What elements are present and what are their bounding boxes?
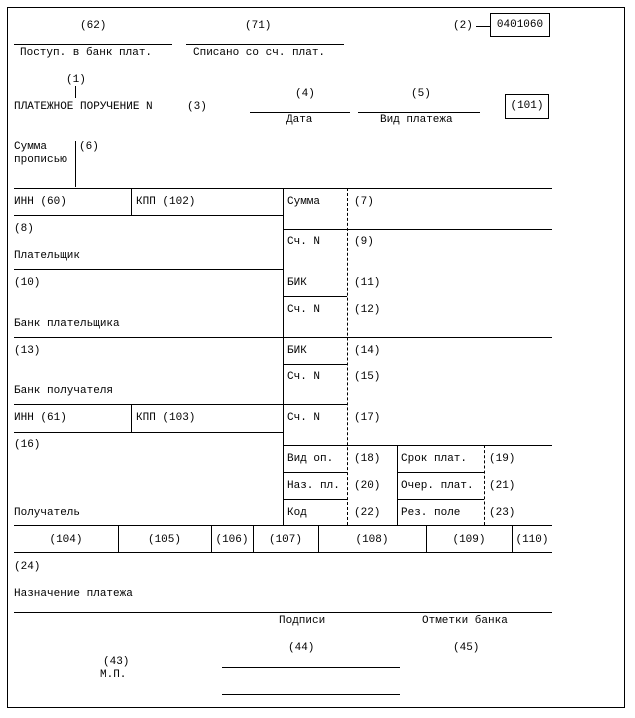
recipient-bank-label: Банк получателя (14, 385, 114, 397)
tax-field-107: (107) (268, 534, 302, 546)
payment-term-label: Срок плат. (401, 453, 468, 465)
payment-priority-label: Очер. плат. (401, 480, 474, 492)
code-3: (3) (187, 101, 207, 113)
reserve-field-label: Рез. поле (401, 507, 461, 519)
op-type-label: Вид оп. (287, 453, 334, 465)
op-row-line-2 (283, 499, 347, 500)
recipient-inn: ИНН (61) (14, 412, 67, 424)
recipient-bank-bottom-line (14, 404, 347, 405)
form-code-connector (476, 26, 490, 27)
date-label: Дата (286, 114, 313, 126)
received-label: Поступ. в банк плат. (20, 47, 153, 59)
tax-field-109: (109) (452, 534, 486, 546)
right-row-recipient-bik-label: БИК (287, 345, 307, 357)
right-row-amount-code: (7) (354, 196, 374, 208)
tax-row-top-line (14, 525, 552, 526)
payment-priority-code: (21) (489, 480, 516, 492)
code-label: Код (287, 507, 307, 519)
payer-inn-line (14, 215, 283, 216)
code-43: (43) (103, 656, 130, 668)
code-code: (22) (354, 507, 381, 519)
payer-bank-bottom-line (14, 337, 552, 338)
recipient-bank-code: (13) (14, 345, 41, 357)
payer-bank-label: Банк плательщика (14, 318, 120, 330)
right-row-payer-account-label: Сч. N (287, 236, 321, 248)
right-row-recipient-corr-code: (15) (354, 371, 381, 383)
grid-vertical-left (283, 188, 284, 525)
signature-line-1 (222, 667, 400, 668)
right-row-payer-bik-label: БИК (287, 277, 307, 289)
op-row-line-1 (283, 472, 347, 473)
bank-marks-label: Отметки банка (422, 615, 508, 627)
signatures-label: Подписи (279, 615, 326, 627)
right-row-recipient-account-code: (17) (354, 412, 381, 424)
right-row-recipient-account-label: Сч. N (287, 412, 321, 424)
payment-type-line (358, 112, 480, 113)
debited-label: Списано со сч. плат. (193, 47, 326, 59)
tax-field-104: (104) (49, 534, 83, 546)
grid-vertical-right (347, 188, 348, 525)
purpose-label: Назначение платежа (14, 588, 133, 600)
right-row-payer-bik-code: (11) (354, 277, 381, 289)
code-2: (2) (453, 20, 473, 32)
tax-field-106: (106) (215, 534, 249, 546)
code-71: (71) (245, 20, 272, 32)
payer-status-box: (101) (505, 94, 549, 119)
payer-bik-line (283, 296, 347, 297)
payer-bottom-line (14, 269, 283, 270)
debited-date-line (186, 44, 344, 45)
recipient-inn-line (14, 432, 283, 433)
amount-words-divider (75, 141, 76, 187)
received-date-line (14, 44, 172, 45)
signature-line-2 (222, 694, 400, 695)
op-type-code: (18) (354, 453, 381, 465)
stamp-label: М.П. (100, 669, 127, 681)
code-62: (62) (80, 20, 107, 32)
code-4: (4) (295, 88, 315, 100)
op-row-line-1b (397, 472, 484, 473)
date-line (250, 112, 350, 113)
code-5: (5) (411, 88, 431, 100)
amount-words-label-line2: прописью (14, 154, 67, 166)
payer-code-8: (8) (14, 223, 34, 235)
reserve-field-code: (23) (489, 507, 516, 519)
recipient-kpp: КПП (103) (136, 412, 196, 424)
code-45: (45) (453, 642, 480, 654)
recipient-account-line (283, 445, 552, 446)
document-title: ПЛАТЕЖНОЕ ПОРУЧЕНИЕ N (14, 101, 153, 113)
amount-words-label-line1: Сумма (14, 141, 48, 153)
tax-row-bottom-line (14, 552, 552, 553)
payment-purpose-type-code: (20) (354, 480, 381, 492)
payer-inn-kpp-divider (131, 188, 132, 215)
form-code-box: 0401060 (490, 13, 550, 37)
payer-bank-code: (10) (14, 277, 41, 289)
code-1-pointer (75, 86, 76, 98)
code-1: (1) (66, 74, 86, 86)
recipient-code-16: (16) (14, 439, 41, 451)
amount-words-code: (6) (79, 141, 99, 153)
tax-field-108: (108) (355, 534, 389, 546)
tax-field-105: (105) (147, 534, 181, 546)
tax-field-110: (110) (515, 534, 549, 546)
amount-line (283, 229, 552, 230)
purpose-bottom-line (14, 612, 552, 613)
op-block-divider-1 (397, 445, 398, 525)
right-row-recipient-corr-label: Сч. N (287, 371, 321, 383)
payer-label: Плательщик (14, 250, 81, 262)
payment-purpose-type-label: Наз. пл. (287, 480, 340, 492)
purpose-code: (24) (14, 561, 41, 573)
payer-kpp: КПП (102) (136, 196, 196, 208)
right-row-payer-corr-label: Сч. N (287, 304, 321, 316)
payment-type-label: Вид платежа (380, 114, 453, 126)
right-row-recipient-bik-code: (14) (354, 345, 381, 357)
op-block-divider-2 (484, 445, 485, 525)
right-row-amount-label: Сумма (287, 196, 321, 208)
right-row-payer-corr-code: (12) (354, 304, 381, 316)
right-row-payer-account-code: (9) (354, 236, 374, 248)
payer-inn: ИНН (60) (14, 196, 67, 208)
recipient-bik-line (283, 364, 347, 365)
recipient-label: Получатель (14, 507, 81, 519)
code-44: (44) (288, 642, 315, 654)
recipient-inn-kpp-divider (131, 404, 132, 432)
payment-term-code: (19) (489, 453, 516, 465)
op-row-line-2b (397, 499, 484, 500)
